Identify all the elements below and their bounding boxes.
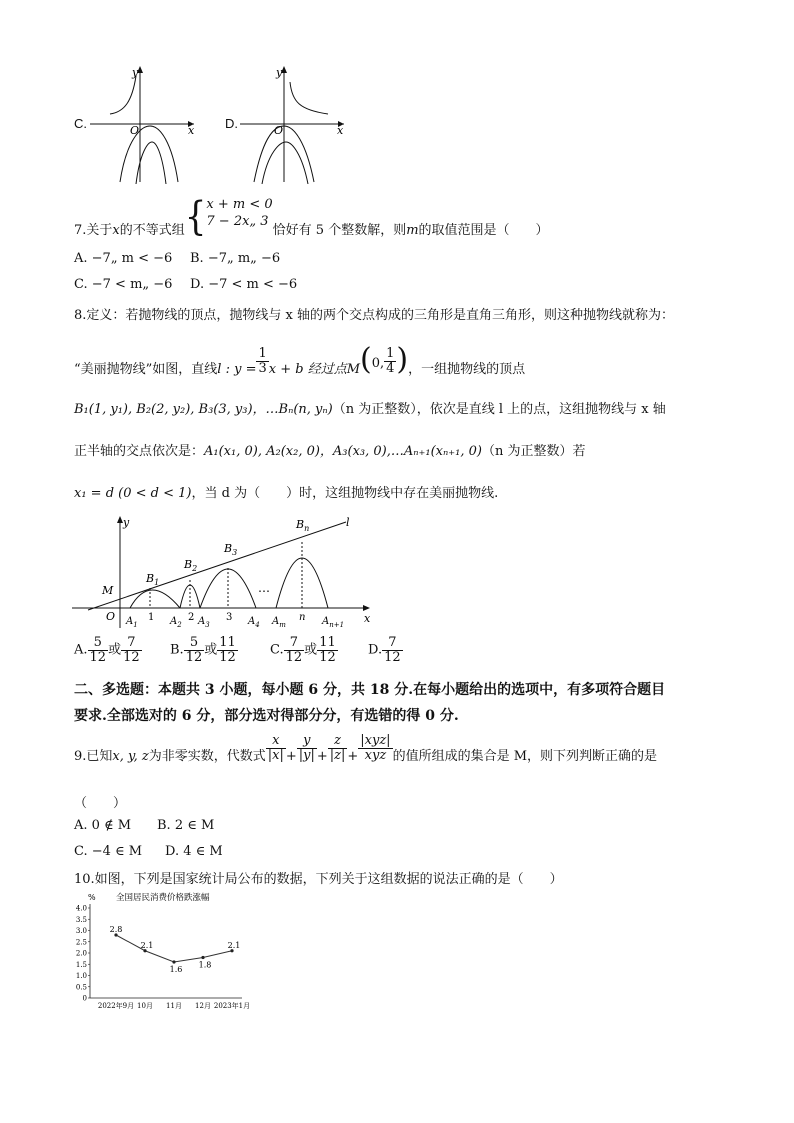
axis-y-label: y [276, 66, 283, 79]
q7-suffix1: 恰好有 5 个整数解，则 [272, 223, 407, 238]
svg-text:A2: $A_2$ [170, 616, 182, 629]
q7-option-b: B. −7„ m„ −6 [190, 251, 281, 266]
svg-text:A4: $A_4$ [248, 616, 260, 629]
chart-x-tick-label: 2023年1月 [213, 1002, 251, 1010]
chart-x-tick-label: 12月 [195, 1002, 211, 1010]
svg-text:x: x [364, 612, 371, 625]
q7-option-d: D. −7 < m < −6 [190, 277, 298, 292]
q7-prefix: 7.关于 [74, 223, 113, 238]
origin-label: O [130, 124, 140, 137]
chart-y-tick-label: 1.0 [75, 972, 87, 980]
svg-text:A3: $A_3$ [198, 616, 210, 629]
cpi-line-chart [72, 890, 262, 1012]
svg-text:B2: $B_2$ [184, 558, 198, 573]
chart-x-tick-label: 2022年9月 [97, 1002, 135, 1010]
q9-paren: （ ） [74, 796, 127, 811]
q8-paren-close: ) [396, 342, 409, 377]
option-c-label: C. [74, 116, 87, 131]
chart-y-tick-label: 3.5 [75, 915, 87, 924]
svg-text:A1: $A_1$ [126, 616, 138, 629]
section2-heading-line1: 二、多选题：本题共 3 小题，每小题 6 分，共 18 分.在每小题给出的选项中，有多项符合题目 [74, 682, 666, 698]
q8-line3 [74, 398, 666, 417]
svg-text:M: M [102, 584, 114, 597]
svg-text:An+1: $A_{n+1}$ [322, 616, 345, 629]
q8-line1: 8.定义：若抛物线的顶点，抛物线与 x 轴的两个交点构成的三角形是直角三角形，则这种抛物线就称为： [74, 308, 675, 323]
q8-point-x: 0, [371, 356, 385, 371]
chart-data-label: 2.1 [140, 940, 154, 950]
q7-option-c: C. −7 < m„ −6 [74, 277, 173, 292]
q7-system [206, 196, 272, 230]
q7-var-m: m [406, 223, 419, 238]
svg-text:1: 1 [148, 612, 155, 623]
svg-text:O: O [106, 610, 116, 623]
q9-option-b: B. 2 ∈ M [157, 818, 215, 833]
q8-line4-rest: （n 为正整数）若 [481, 444, 586, 459]
section2-heading-line2: 要求.全部选对的 6 分，部分选对得部分分，有选错的得 0 分. [74, 708, 459, 724]
q8-fraction: $\frac{1}{3}$ [258, 346, 267, 376]
q7-sys-line1: x + m < 0 [206, 197, 273, 212]
q8-option-c: C. $\frac{7}{12}$ 或 $\frac{11}{12}$ [270, 635, 336, 665]
svg-text:2: 2 [188, 612, 195, 623]
q8-line5 [74, 482, 498, 501]
svg-text:l: l [346, 516, 350, 529]
svg-text:Am: $A_m$ [272, 616, 286, 629]
svg-text:y: y [123, 516, 130, 529]
q7-mid: 的不等式组 [119, 223, 185, 238]
q8-option-b: B. $\frac{5}{12}$ 或 $\frac{11}{12}$ [170, 635, 236, 665]
q9-vars: x, y, z [112, 748, 149, 764]
q8-line2 [74, 338, 525, 378]
chart-data-point [172, 960, 175, 963]
q9-option-a: A. 0 ∉ M [74, 818, 132, 833]
chart-x-tick-label: 11月 [166, 1002, 182, 1010]
chart-title: 全国居民消费价格跌涨幅 [116, 893, 210, 903]
q7-brace: { [184, 194, 207, 240]
q9-suffix: 的值所组成的集合是 M，则下列判断正确的是 [392, 748, 658, 764]
q9-option-c: C. −4 ∈ M [74, 844, 143, 859]
q8-option-a: A. $\frac{5}{12}$ 或 $\frac{7}{12}$ [74, 635, 140, 665]
q8-point-frac: $\frac{1}{4}$ [386, 346, 395, 376]
svg-text:3: 3 [226, 612, 233, 623]
q8-line2-c: ，一组抛物线的顶点 [408, 362, 526, 377]
q9-option-d: D. 4 ∈ M [165, 844, 223, 859]
q7-stem [74, 194, 549, 240]
chart-y-tick-label: 3.0 [75, 927, 87, 935]
chart-data-label: 1.8 [198, 960, 212, 970]
chart-x-tick-label: 10月 [137, 1002, 153, 1010]
chart-series-line [116, 935, 232, 962]
q8-condition: x₁ = d (0 < d < 1) [74, 486, 192, 501]
option-d-label: D. [225, 116, 238, 131]
svg-text:…: … [258, 581, 270, 595]
q8-line3-rest: （n 为正整数），依次是直线 l 上的点，这组抛物线与 x 轴 [332, 402, 666, 417]
svg-text:B1: $B_1$ [146, 572, 160, 587]
chart-data-label: 2.8 [109, 925, 123, 934]
q8-vertex-points: B₁(1, y₁), B₂(2, y₂), B₃(3, y₃)，…Bₙ(n, yₙ) [74, 402, 333, 417]
chart-y-tick-label: 0 [82, 994, 87, 1003]
q9-stem: 9.已知x, y, z为非零实数，代数式 $\frac{x}{|x|}$ + $\frac{y}{|y|}$ + $\frac{z}{|z|}$ + $\frac{\text{|xyz|}}{\text{xyz}}$ 的值所组成的集合是 M，则下列判断正确的是 [74, 733, 658, 764]
q8-line5-b: ，当 d 为（ ）时，这组抛物线中存在美丽抛物线. [191, 486, 499, 501]
chart-y-tick-label: 1.5 [75, 960, 87, 969]
chart-data-point [201, 956, 204, 959]
q8-parabola-figure [70, 512, 380, 630]
q9-prefix: 9.已知 [74, 748, 113, 764]
q7-suffix2: 的取值范围是（ ） [418, 223, 549, 238]
svg-text:n: n [299, 612, 306, 623]
chart-y-tick-label: 0.5 [75, 983, 87, 992]
q8-line4 [74, 440, 585, 459]
origin-label: O [274, 124, 284, 137]
q8-intersection-points: A₁(x₁, 0), A₂(x₂, 0)，A₃(x₃, 0),…Aₙ₊₁(xₙ₊₁, 0) [204, 444, 482, 459]
q9-mid: 为非零实数，代数式 [148, 748, 266, 764]
chart-y-tick-label: 4.0 [75, 904, 87, 913]
axis-x-label: x [188, 124, 195, 137]
q8-point-m: M [346, 362, 361, 377]
q8-option-d: D. $\frac{7}{12}$ [368, 635, 401, 665]
q7-option-a: A. −7„ m < −6 [74, 251, 173, 266]
q7-sys-line2: 7 − 2x„ 3 [206, 214, 269, 229]
option-c-graph [90, 62, 200, 184]
q10-stem: 10.如图，下列是国家统计局公布的数据，下列关于这组数据的说法正确的是（ ） [74, 872, 563, 887]
svg-text:B3: $B_3$ [224, 542, 238, 557]
q8-line2-b: x + b 经过点 [268, 362, 347, 377]
chart-y-tick-label: 2.0 [75, 949, 87, 958]
axis-x-label: x [337, 124, 344, 137]
chart-data-label: 1.6 [169, 965, 183, 974]
q7-var-x: x [112, 223, 120, 238]
axis-y-label: y [132, 66, 139, 79]
chart-y-unit: % [88, 893, 96, 902]
q8-line4-a: 正半轴的交点依次是： [74, 444, 205, 459]
chart-data-label: 2.1 [227, 940, 241, 950]
chart-y-tick-label: 2.5 [75, 938, 87, 947]
svg-text:Bn: $B_n$ [296, 518, 310, 533]
option-d-graph [240, 62, 350, 184]
q8-line-eq: l : y = [217, 362, 257, 377]
q8-paren-open: ( [360, 342, 372, 377]
q8-line2-a: “美丽抛物线”如图，直线 [74, 362, 218, 377]
